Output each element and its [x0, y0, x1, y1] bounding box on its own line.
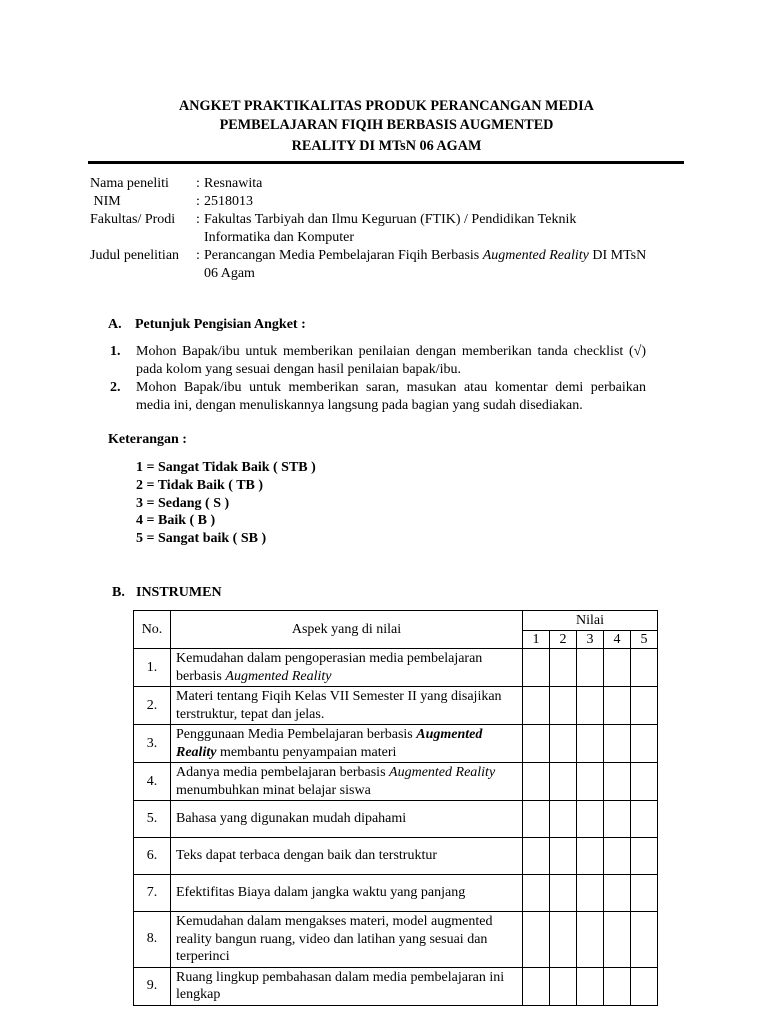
- meta-row-title: Judul penelitian : Perancangan Media Pembelajaran Fiqih Berbasis Augmented Reality DI MTsN 06 Agam: [90, 247, 690, 283]
- aspect-text: Materi tentang Fiqih Kelas VII Semester II yang disajikan terstruktur, tepat dan jelas.: [171, 687, 523, 725]
- table-row: [134, 838, 658, 875]
- table-row: [134, 649, 658, 687]
- meta-row-nim: NIM : 2518013: [90, 193, 690, 211]
- score-cell-1[interactable]: [523, 687, 550, 725]
- score-cell-2[interactable]: [550, 875, 577, 912]
- aspect-text: Teks dapat terbaca dengan baik dan terstruktur: [171, 838, 523, 875]
- header-score-4: 4: [604, 631, 631, 649]
- table-row: [134, 967, 658, 1005]
- aspect-text: Kemudahan dalam pengoperasian media pembelajaran berbasis Augmented Reality: [171, 649, 523, 687]
- scale-item: 3 = Sedang ( S ): [136, 495, 230, 511]
- score-cell-1[interactable]: [523, 967, 550, 1005]
- keterangan-label: Keterangan :: [108, 432, 187, 447]
- table-row: [134, 725, 658, 763]
- score-cell-1[interactable]: [523, 801, 550, 838]
- score-cell-4[interactable]: [604, 875, 631, 912]
- table-row: [134, 912, 658, 968]
- score-cell-2[interactable]: [550, 725, 577, 763]
- meta-value: 2518013: [204, 194, 253, 209]
- meta-row-faculty: Fakultas/ Prodi : Fakultas Tarbiyah dan Ilmu Keguruan (FTIK) / Pendidikan Teknik Informatika dan Komputer: [90, 211, 690, 247]
- document-title: [90, 97, 683, 156]
- header-score-2: 2: [550, 631, 577, 649]
- title-divider: [88, 161, 684, 164]
- score-cell-4[interactable]: [604, 763, 631, 801]
- score-cell-2[interactable]: [550, 838, 577, 875]
- list-item: 1. Mohon Bapak/ibu untuk memberikan penilaian dengan memberikan tanda checklist (√) pada kolom yang sesuai dengan hasil penilaian bapak/ibu.: [110, 344, 646, 377]
- scale-item: 4 = Baik ( B ): [136, 513, 216, 529]
- score-cell-1[interactable]: [523, 763, 550, 801]
- score-cell-3[interactable]: [577, 912, 604, 968]
- score-cell-5[interactable]: [631, 763, 658, 801]
- rating-scale-legend: [136, 459, 316, 548]
- scale-item: 5 = Sangat baik ( SB ): [136, 531, 267, 547]
- score-cell-4[interactable]: [604, 725, 631, 763]
- score-cell-5[interactable]: [631, 838, 658, 875]
- score-cell-3[interactable]: [577, 967, 604, 1005]
- title-line-3: REALITY DI MTsN 06 AGAM: [291, 138, 482, 154]
- score-cell-5[interactable]: [631, 912, 658, 968]
- score-cell-5[interactable]: [631, 967, 658, 1005]
- score-cell-2[interactable]: [550, 801, 577, 838]
- aspect-text: Efektifitas Biaya dalam jangka waktu yang panjang: [171, 875, 523, 912]
- aspect-text: Kemudahan dalam mengakses materi, model augmented reality bangun ruang, video dan latihan yang sesuai dan terperinci: [171, 912, 523, 968]
- header-nilai: Nilai: [523, 611, 658, 631]
- header-score-5: 5: [631, 631, 658, 649]
- row-number: 2.: [134, 687, 171, 725]
- row-number: 4.: [134, 763, 171, 801]
- score-cell-3[interactable]: [577, 875, 604, 912]
- table-row: [134, 801, 658, 838]
- row-number: 6.: [134, 838, 171, 875]
- meta-row-name: Nama peneliti : Resnawita: [90, 175, 690, 193]
- researcher-info: [90, 175, 690, 283]
- meta-label: Fakultas/ Prodi: [90, 212, 176, 227]
- score-cell-4[interactable]: [604, 687, 631, 725]
- row-number: 9.: [134, 967, 171, 1005]
- score-cell-5[interactable]: [631, 649, 658, 687]
- list-item: 2. Mohon Bapak/ibu untuk memberikan saran, masukan atau komentar demi perbaikan media ini, dengan menuliskannya langsung pada bagian yang sudah disediakan.: [110, 380, 646, 413]
- title-line-1: ANGKET PRAKTIKALITAS PRODUK PERANCANGAN MEDIA: [179, 98, 594, 114]
- section-a-heading: A. Petunjuk Pengisian Angket :: [108, 317, 306, 332]
- score-cell-1[interactable]: [523, 649, 550, 687]
- score-cell-5[interactable]: [631, 875, 658, 912]
- aspect-text: Ruang lingkup pembahasan dalam media pembelajaran ini lengkap: [171, 967, 523, 1005]
- meta-value: Perancangan Media Pembelajaran Fiqih Berbasis Augmented Reality DI MTsN 06 Agam: [204, 248, 647, 281]
- score-cell-3[interactable]: [577, 725, 604, 763]
- score-cell-3[interactable]: [577, 649, 604, 687]
- score-cell-4[interactable]: [604, 838, 631, 875]
- score-cell-4[interactable]: [604, 649, 631, 687]
- row-number: 3.: [134, 725, 171, 763]
- header-score-3: 3: [577, 631, 604, 649]
- score-cell-4[interactable]: [604, 967, 631, 1005]
- table-row: [134, 763, 658, 801]
- score-cell-2[interactable]: [550, 912, 577, 968]
- score-cell-1[interactable]: [523, 725, 550, 763]
- table-row: [134, 687, 658, 725]
- score-cell-2[interactable]: [550, 763, 577, 801]
- meta-value: Resnawita: [204, 176, 263, 191]
- score-cell-2[interactable]: [550, 687, 577, 725]
- score-cell-2[interactable]: [550, 649, 577, 687]
- row-number: 5.: [134, 801, 171, 838]
- score-cell-5[interactable]: [631, 725, 658, 763]
- scale-item: 2 = Tidak Baik ( TB ): [136, 477, 264, 493]
- score-cell-1[interactable]: [523, 838, 550, 875]
- assessment-table: [133, 610, 658, 1006]
- score-cell-3[interactable]: [577, 838, 604, 875]
- score-cell-4[interactable]: [604, 801, 631, 838]
- title-line-2: PEMBELAJARAN FIQIH BERBASIS AUGMENTED: [219, 117, 554, 133]
- score-cell-3[interactable]: [577, 763, 604, 801]
- meta-label: Nama peneliti: [90, 176, 169, 191]
- meta-value: Fakultas Tarbiyah dan Ilmu Keguruan (FTIK) / Pendidikan Teknik Informatika dan Komputer: [204, 212, 577, 245]
- score-cell-3[interactable]: [577, 801, 604, 838]
- row-number: 1.: [134, 649, 171, 687]
- score-cell-5[interactable]: [631, 801, 658, 838]
- table-row: [134, 875, 658, 912]
- score-cell-1[interactable]: [523, 912, 550, 968]
- score-cell-4[interactable]: [604, 912, 631, 968]
- aspect-text: Adanya media pembelajaran berbasis Augmented Reality menumbuhkan minat belajar siswa: [171, 763, 523, 801]
- score-cell-5[interactable]: [631, 687, 658, 725]
- meta-label: NIM: [90, 194, 121, 209]
- header-aspek: Aspek yang di nilai: [171, 611, 523, 649]
- meta-label: Judul penelitian: [90, 248, 180, 263]
- header-score-1: 1: [523, 631, 550, 649]
- score-cell-1[interactable]: [523, 875, 550, 912]
- score-cell-3[interactable]: [577, 687, 604, 725]
- instructions-list: [110, 343, 646, 415]
- scale-item: 1 = Sangat Tidak Baik ( STB ): [136, 460, 316, 475]
- row-number: 7.: [134, 875, 171, 912]
- aspect-text: Bahasa yang digunakan mudah dipahami: [171, 801, 523, 838]
- aspect-text: Penggunaan Media Pembelajaran berbasis Augmented Reality membantu penyampaian materi: [171, 725, 523, 763]
- section-b-heading: B. INSTRUMEN: [112, 585, 222, 600]
- score-cell-2[interactable]: [550, 967, 577, 1005]
- row-number: 8.: [134, 912, 171, 968]
- header-no: No.: [134, 611, 171, 649]
